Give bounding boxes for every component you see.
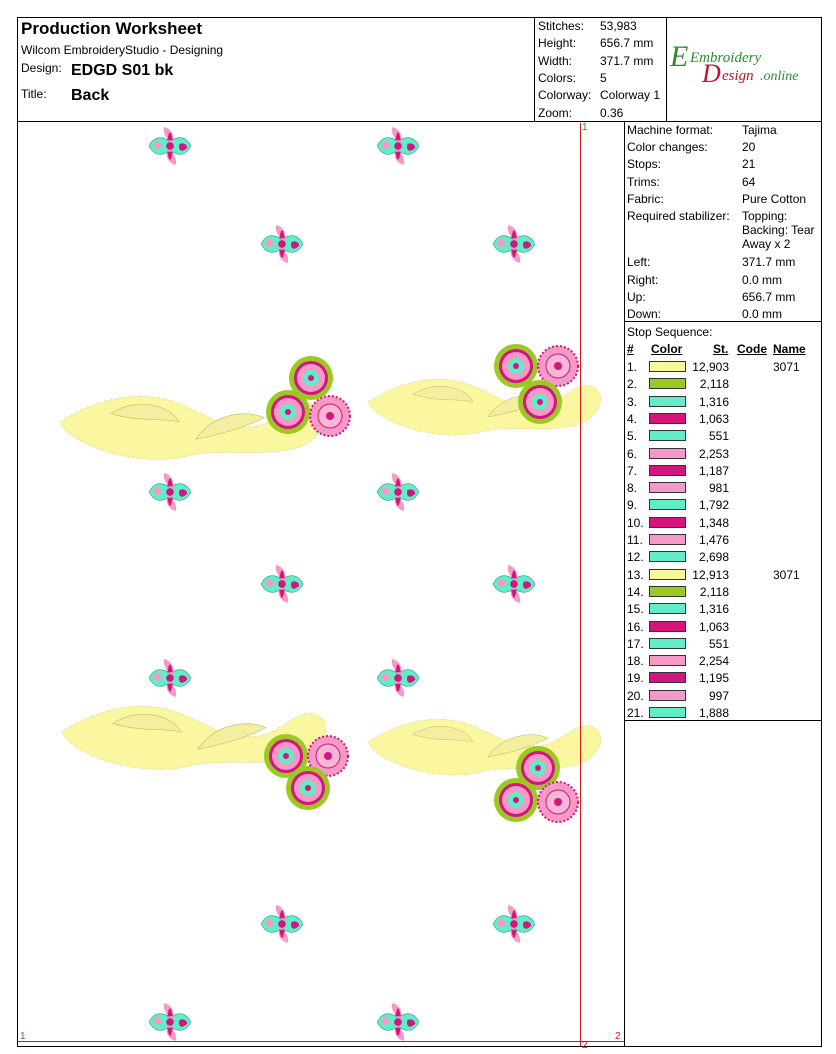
col-header-num: # bbox=[627, 342, 634, 356]
design-value: EDGD S01 bk bbox=[71, 62, 174, 79]
stop-number: 5. bbox=[627, 429, 638, 443]
stop-number: 16. bbox=[627, 620, 644, 634]
stop-number: 7. bbox=[627, 464, 638, 478]
logo-line3: .online bbox=[760, 69, 799, 84]
stop-number: 10. bbox=[627, 516, 644, 530]
embroidery-motif bbox=[261, 565, 303, 603]
info-value: 21 bbox=[742, 157, 756, 171]
panel-rule bbox=[624, 720, 822, 721]
info-label: Up: bbox=[627, 290, 646, 304]
stat-value: 5 bbox=[600, 71, 607, 85]
stop-sequence-title: Stop Sequence: bbox=[627, 325, 713, 339]
header-divider bbox=[666, 17, 667, 121]
stitch-count: 2,254 bbox=[698, 654, 729, 668]
stitch-count: 997 bbox=[708, 689, 729, 703]
stat-label: Zoom: bbox=[538, 106, 573, 120]
embroidery-scroll bbox=[368, 379, 601, 435]
marker-top-right: 1 bbox=[582, 122, 588, 133]
info-value: Away x 2 bbox=[742, 237, 791, 251]
embroidery-motif bbox=[149, 659, 191, 697]
embroidery-motif bbox=[149, 1003, 191, 1041]
stop-number: 12. bbox=[627, 550, 644, 564]
stat-value: 53,983 bbox=[600, 19, 637, 33]
info-label: Trims: bbox=[627, 175, 660, 189]
guide-line-vertical bbox=[580, 123, 581, 1046]
stitch-count: 981 bbox=[708, 481, 729, 495]
thread-name: 3071 bbox=[773, 360, 800, 374]
info-value: Topping: bbox=[742, 209, 788, 223]
info-value: Pure Cotton bbox=[742, 192, 807, 206]
panel-rule bbox=[624, 321, 822, 322]
stat-label: Stitches: bbox=[538, 19, 585, 33]
info-label: Machine format: bbox=[627, 123, 714, 137]
stop-number: 13. bbox=[627, 568, 644, 582]
stitch-count: 1,316 bbox=[698, 602, 729, 616]
stat-label: Colorway: bbox=[538, 88, 592, 102]
title-value: Back bbox=[71, 87, 110, 104]
stitch-count: 1,187 bbox=[698, 464, 729, 478]
stop-number: 9. bbox=[627, 498, 638, 512]
embroidery-flower bbox=[494, 344, 538, 388]
stat-value: 371.7 mm bbox=[600, 54, 654, 68]
stitch-count: 1,063 bbox=[698, 620, 729, 634]
embroidery-motif bbox=[377, 1003, 419, 1041]
logo-initial-d: D bbox=[702, 59, 721, 88]
stop-number: 6. bbox=[627, 447, 638, 461]
stitch-count: 1,888 bbox=[698, 706, 729, 720]
header-divider bbox=[534, 17, 535, 121]
stop-number: 2. bbox=[627, 377, 638, 391]
embroidery-flower bbox=[518, 380, 562, 424]
title-label: Title: bbox=[21, 87, 47, 101]
info-value: 656.7 mm bbox=[742, 290, 796, 304]
embroidery-motif bbox=[377, 659, 419, 697]
info-value: 371.7 mm bbox=[742, 255, 796, 269]
stat-value: 656.7 mm bbox=[600, 36, 654, 50]
col-header-st: St. bbox=[713, 342, 729, 356]
info-value: 20 bbox=[742, 140, 756, 154]
stop-number: 8. bbox=[627, 481, 638, 495]
logo-initial-e: E bbox=[670, 40, 689, 73]
embroidery-motif bbox=[149, 473, 191, 511]
panel-divider bbox=[624, 121, 625, 1047]
stop-number: 4. bbox=[627, 412, 638, 426]
stitch-count: 1,792 bbox=[698, 498, 729, 512]
embroidery-flower bbox=[286, 766, 330, 810]
stitch-count: 1,063 bbox=[698, 412, 729, 426]
stitch-count: 1,316 bbox=[698, 395, 729, 409]
stitch-count: 2,698 bbox=[698, 550, 729, 564]
logo-line1: Embroidery bbox=[690, 50, 762, 66]
stitch-count: 2,118 bbox=[699, 585, 729, 599]
info-value: Tajima bbox=[742, 123, 777, 137]
stop-number: 17. bbox=[627, 637, 644, 651]
col-header-name: Name bbox=[773, 342, 806, 356]
info-label: Required stabilizer: bbox=[627, 209, 730, 223]
info-label: Fabric: bbox=[627, 192, 664, 206]
col-header-color: Color bbox=[651, 342, 683, 356]
stop-number: 20. bbox=[627, 689, 644, 703]
info-label: Down: bbox=[627, 307, 662, 321]
stitch-count: 551 bbox=[708, 429, 729, 443]
stop-number: 19. bbox=[627, 671, 644, 685]
marker-bottom-left: 1 bbox=[20, 1031, 26, 1042]
design-preview bbox=[18, 122, 624, 1046]
stop-number: 21. bbox=[627, 706, 644, 720]
stitch-count: 1,476 bbox=[698, 533, 729, 547]
embroidery-motif bbox=[149, 127, 191, 165]
stitch-count: 1,195 bbox=[698, 671, 729, 685]
embroidery-motif bbox=[493, 225, 535, 263]
embroidery-motif bbox=[377, 473, 419, 511]
info-value: 0.0 mm bbox=[742, 273, 783, 287]
embroidery-motif bbox=[261, 225, 303, 263]
stop-number: 3. bbox=[627, 395, 638, 409]
stop-number: 11. bbox=[627, 533, 643, 547]
stat-label: Colors: bbox=[538, 71, 577, 85]
guide-line-horizontal bbox=[18, 1041, 624, 1042]
brand-logo bbox=[668, 38, 822, 98]
design-label: Design: bbox=[21, 61, 62, 75]
info-label: Stops: bbox=[627, 157, 662, 171]
stitch-count: 2,253 bbox=[698, 447, 729, 461]
stat-value: 0.36 bbox=[600, 106, 624, 120]
info-value: 0.0 mm bbox=[742, 307, 783, 321]
embroidery-motif bbox=[377, 127, 419, 165]
info-label: Right: bbox=[627, 273, 659, 287]
stop-number: 15. bbox=[627, 602, 644, 616]
marker-bottom-origin: 2 bbox=[582, 1040, 588, 1051]
embroidery-flower bbox=[538, 782, 578, 822]
embroidery-scroll bbox=[368, 719, 601, 775]
embroidery-flower bbox=[538, 346, 578, 386]
embroidery-flower bbox=[310, 396, 350, 436]
logo-line2-rest: esign bbox=[722, 68, 754, 84]
col-header-code: Code bbox=[737, 342, 767, 356]
stitch-count: 1,348 bbox=[698, 516, 729, 530]
page-title: Production Worksheet bbox=[21, 19, 203, 38]
embroidery-flower bbox=[266, 390, 310, 434]
stitch-count: 12,903 bbox=[692, 360, 729, 374]
stat-label: Height: bbox=[538, 36, 577, 50]
marker-bottom-right: 2 bbox=[615, 1031, 621, 1042]
stitch-count: 551 bbox=[708, 637, 729, 651]
embroidery-motif bbox=[261, 905, 303, 943]
info-label: Left: bbox=[627, 255, 651, 269]
embroidery-motif bbox=[493, 905, 535, 943]
stat-label: Width: bbox=[538, 54, 573, 68]
stop-number: 18. bbox=[627, 654, 644, 668]
stat-value: Colorway 1 bbox=[600, 88, 661, 102]
embroidery-flower bbox=[494, 778, 538, 822]
embroidery-motif bbox=[493, 565, 535, 603]
info-label: Color changes: bbox=[627, 140, 708, 154]
stitch-count: 12,913 bbox=[692, 568, 729, 582]
stop-number: 1. bbox=[627, 360, 638, 374]
thread-name: 3071 bbox=[773, 568, 800, 582]
info-value: Backing: Tear bbox=[742, 223, 815, 237]
stop-number: 14. bbox=[627, 585, 644, 599]
info-value: 64 bbox=[742, 175, 756, 189]
stitch-count: 2,118 bbox=[699, 377, 729, 391]
software-name: Wilcom EmbroideryStudio - Designing bbox=[21, 43, 224, 57]
